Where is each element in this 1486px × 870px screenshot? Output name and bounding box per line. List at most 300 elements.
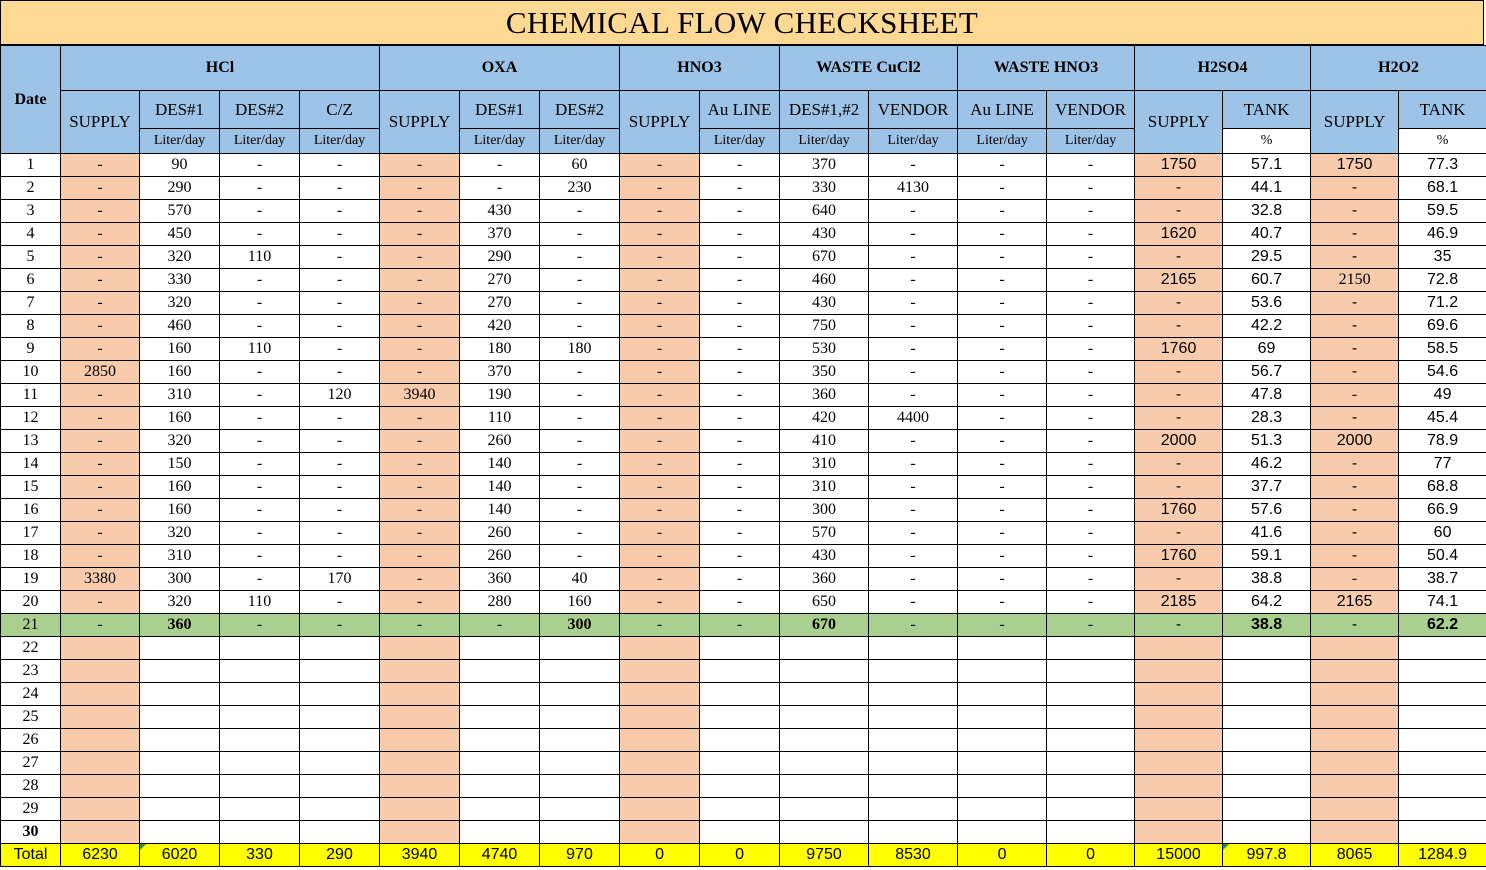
cell-waste-cucl2-vendor[interactable]: - [869,315,958,338]
cell-hcl-des1[interactable]: 320 [140,430,220,453]
cell-waste-hno3-au-line[interactable]: - [958,407,1047,430]
cell-waste-cucl2-vendor[interactable] [869,660,958,683]
cell-waste-cucl2-des12[interactable] [780,798,869,821]
cell-hcl-des2[interactable]: - [220,614,300,637]
cell-hcl-cz[interactable]: - [300,453,380,476]
cell-date[interactable]: 21 [1,614,61,637]
cell-hcl-des1[interactable]: 460 [140,315,220,338]
cell-oxa-des2[interactable] [540,752,620,775]
cell-waste-cucl2-des12[interactable]: 310 [780,453,869,476]
percent-unit-label[interactable]: % [1399,129,1486,154]
oxa-header[interactable]: OXA [380,46,620,91]
cell-oxa-des1[interactable]: 180 [460,338,540,361]
cell-oxa-des1[interactable] [460,637,540,660]
cell-hno3-supply[interactable]: - [620,614,700,637]
cell-date[interactable]: 29 [1,798,61,821]
h2so4-header[interactable]: H2SO4 [1135,46,1311,91]
cell-oxa-des2[interactable]: - [540,545,620,568]
cell-oxa-des1[interactable] [460,798,540,821]
cell-hcl-cz[interactable] [300,729,380,752]
cell-h2o2-supply[interactable]: - [1311,177,1399,200]
cell-waste-cucl2-des12[interactable]: 530 [780,338,869,361]
cell-waste-hno3-vendor[interactable]: - [1047,246,1135,269]
cell-hcl-des1[interactable] [140,775,220,798]
cell-h2so4-tank[interactable]: 56.7 [1223,361,1311,384]
percent-unit-label[interactable]: % [1223,129,1311,154]
cell-hcl-des2[interactable]: - [220,568,300,591]
cell-hno3-supply[interactable]: - [620,292,700,315]
cell-waste-hno3-au-line[interactable] [958,660,1047,683]
cell-h2so4-supply[interactable]: 1760 [1135,499,1223,522]
cell-hcl-des1[interactable]: 160 [140,499,220,522]
cell-hcl-cz[interactable]: 120 [300,384,380,407]
cell-waste-cucl2-des12[interactable] [780,752,869,775]
cell-waste-cucl2-vendor[interactable] [869,683,958,706]
cell-h2o2-supply[interactable] [1311,637,1399,660]
cell-hcl-des1[interactable]: 290 [140,177,220,200]
cell-hno3-supply[interactable]: - [620,499,700,522]
cell-h2so4-supply[interactable]: - [1135,361,1223,384]
cell-waste-cucl2-des12[interactable]: 430 [780,223,869,246]
cell-h2so4-tank[interactable]: 59.1 [1223,545,1311,568]
cell-waste-hno3-vendor[interactable]: - [1047,568,1135,591]
cell-oxa-des1[interactable] [460,660,540,683]
cell-hcl-des2[interactable] [220,775,300,798]
cell-hcl-des2[interactable]: - [220,453,300,476]
cell-waste-hno3-vendor[interactable]: - [1047,430,1135,453]
cell-h2so4-tank[interactable]: 37.7 [1223,476,1311,499]
cell-h2o2-tank[interactable]: 78.9 [1399,430,1486,453]
cell-oxa-des2[interactable]: 230 [540,177,620,200]
cell-date[interactable]: 7 [1,292,61,315]
sheet-title[interactable]: CHEMICAL FLOW CHECKSHEET [0,0,1484,45]
cell-hcl-cz[interactable] [300,683,380,706]
cell-oxa-des1[interactable]: - [460,154,540,177]
cell-oxa-supply[interactable]: - [380,568,460,591]
cell-h2o2-supply[interactable]: - [1311,292,1399,315]
cell-waste-cucl2-des12[interactable]: 640 [780,200,869,223]
cell-date[interactable]: 28 [1,775,61,798]
total-hcl-des2[interactable]: 330 [220,844,300,867]
cell-waste-cucl2-vendor[interactable] [869,752,958,775]
cell-waste-hno3-au-line[interactable]: - [958,269,1047,292]
cell-waste-cucl2-des12[interactable]: 430 [780,545,869,568]
cell-hno3-au-line[interactable] [700,637,780,660]
cell-waste-cucl2-des12[interactable] [780,729,869,752]
cell-hcl-des2[interactable]: - [220,476,300,499]
cell-hcl-des1[interactable] [140,821,220,844]
cell-hcl-supply[interactable] [61,821,140,844]
cell-h2so4-tank[interactable]: 44.1 [1223,177,1311,200]
cell-waste-cucl2-vendor[interactable] [869,798,958,821]
cell-h2so4-tank[interactable]: 57.1 [1223,154,1311,177]
total-waste-hno3-au-line[interactable]: 0 [958,844,1047,867]
cell-h2so4-tank[interactable]: 47.8 [1223,384,1311,407]
cell-waste-hno3-au-line[interactable] [958,729,1047,752]
cell-h2so4-tank[interactable] [1223,729,1311,752]
cell-hcl-supply[interactable]: - [61,522,140,545]
cell-waste-hno3-au-line[interactable]: - [958,315,1047,338]
cell-h2so4-supply[interactable]: - [1135,407,1223,430]
cell-h2o2-tank[interactable]: 68.8 [1399,476,1486,499]
cell-hcl-des1[interactable]: 160 [140,361,220,384]
cell-h2o2-tank[interactable]: 77.3 [1399,154,1486,177]
cell-h2o2-supply[interactable]: - [1311,476,1399,499]
cell-hcl-des1[interactable]: 310 [140,384,220,407]
cell-hcl-des2[interactable] [220,683,300,706]
cell-h2o2-supply[interactable]: - [1311,568,1399,591]
cell-h2so4-supply[interactable]: 1760 [1135,545,1223,568]
cell-waste-cucl2-des12[interactable]: 360 [780,568,869,591]
cell-oxa-supply[interactable]: - [380,476,460,499]
cell-waste-hno3-au-line[interactable]: - [958,384,1047,407]
total-label[interactable]: Total [1,844,61,867]
cell-hcl-des2[interactable] [220,637,300,660]
cell-h2so4-tank[interactable]: 51.3 [1223,430,1311,453]
cell-hno3-au-line[interactable] [700,775,780,798]
cell-hno3-supply[interactable]: - [620,545,700,568]
cell-oxa-des2[interactable] [540,729,620,752]
cell-waste-hno3-vendor[interactable]: - [1047,476,1135,499]
unit-label[interactable]: Liter/day [220,129,300,154]
cell-waste-hno3-vendor[interactable] [1047,660,1135,683]
cell-hcl-des2[interactable]: - [220,361,300,384]
waste-cucl2-vendor-header[interactable]: VENDOR [869,91,958,129]
unit-label[interactable]: Liter/day [140,129,220,154]
cell-oxa-des2[interactable]: - [540,499,620,522]
cell-waste-hno3-au-line[interactable]: - [958,361,1047,384]
cell-hcl-des1[interactable]: 300 [140,568,220,591]
cell-hcl-des1[interactable]: 310 [140,545,220,568]
cell-waste-hno3-vendor[interactable] [1047,706,1135,729]
cell-h2so4-tank[interactable]: 53.6 [1223,292,1311,315]
cell-hcl-supply[interactable]: - [61,223,140,246]
cell-h2so4-supply[interactable]: 1750 [1135,154,1223,177]
cell-h2o2-supply[interactable]: - [1311,499,1399,522]
total-hno3-au-line[interactable]: 0 [700,844,780,867]
cell-h2so4-supply[interactable]: - [1135,476,1223,499]
cell-hcl-des1[interactable]: 450 [140,223,220,246]
cell-date[interactable]: 12 [1,407,61,430]
cell-hcl-cz[interactable] [300,706,380,729]
cell-waste-cucl2-vendor[interactable]: - [869,338,958,361]
cell-hno3-supply[interactable]: - [620,315,700,338]
cell-date[interactable]: 20 [1,591,61,614]
cell-waste-hno3-vendor[interactable]: - [1047,361,1135,384]
cell-h2so4-tank[interactable]: 38.8 [1223,614,1311,637]
cell-hno3-supply[interactable] [620,637,700,660]
cell-h2o2-supply[interactable]: - [1311,522,1399,545]
cell-waste-cucl2-des12[interactable]: 330 [780,177,869,200]
total-hno3-supply[interactable]: 0 [620,844,700,867]
cell-h2o2-supply[interactable]: 2000 [1311,430,1399,453]
cell-h2o2-tank[interactable]: 60 [1399,522,1486,545]
cell-oxa-supply[interactable]: - [380,522,460,545]
total-h2so4-supply[interactable]: 15000 [1135,844,1223,867]
cell-waste-cucl2-des12[interactable]: 310 [780,476,869,499]
cell-hcl-supply[interactable]: - [61,545,140,568]
cell-oxa-des1[interactable]: 260 [460,522,540,545]
cell-hno3-au-line[interactable]: - [700,200,780,223]
cell-h2so4-tank[interactable] [1223,683,1311,706]
cell-hcl-des2[interactable]: 110 [220,338,300,361]
cell-hcl-des2[interactable]: - [220,430,300,453]
cell-h2o2-tank[interactable]: 49 [1399,384,1486,407]
cell-h2so4-supply[interactable]: 2165 [1135,269,1223,292]
cell-hcl-des2[interactable]: - [220,200,300,223]
cell-waste-hno3-vendor[interactable] [1047,752,1135,775]
cell-date[interactable]: 4 [1,223,61,246]
cell-oxa-des1[interactable] [460,706,540,729]
cell-hcl-supply[interactable]: - [61,246,140,269]
cell-waste-hno3-vendor[interactable]: - [1047,338,1135,361]
cell-h2so4-supply[interactable]: 1760 [1135,338,1223,361]
waste-hno3-vendor-header[interactable]: VENDOR [1047,91,1135,129]
cell-oxa-des2[interactable]: - [540,361,620,384]
cell-waste-cucl2-des12[interactable] [780,821,869,844]
cell-waste-hno3-au-line[interactable] [958,706,1047,729]
cell-waste-cucl2-vendor[interactable]: - [869,499,958,522]
hcl-supply-header[interactable]: SUPPLY [61,91,140,154]
cell-oxa-des1[interactable] [460,821,540,844]
cell-hno3-supply[interactable] [620,729,700,752]
h2o2-tank-header[interactable]: TANK [1399,91,1486,129]
cell-hcl-cz[interactable]: - [300,246,380,269]
cell-h2o2-tank[interactable] [1399,637,1486,660]
cell-oxa-des2[interactable]: - [540,430,620,453]
cell-hcl-cz[interactable]: - [300,200,380,223]
cell-waste-cucl2-des12[interactable]: 410 [780,430,869,453]
cell-waste-hno3-au-line[interactable]: - [958,499,1047,522]
h2so4-supply-header[interactable]: SUPPLY [1135,91,1223,154]
cell-waste-hno3-vendor[interactable]: - [1047,223,1135,246]
cell-waste-cucl2-des12[interactable]: 650 [780,591,869,614]
cell-hno3-au-line[interactable]: - [700,430,780,453]
cell-hno3-au-line[interactable]: - [700,315,780,338]
cell-oxa-des2[interactable] [540,660,620,683]
h2so4-tank-header[interactable]: TANK [1223,91,1311,129]
cell-hcl-des2[interactable]: - [220,522,300,545]
cell-waste-hno3-au-line[interactable]: - [958,430,1047,453]
cell-date[interactable]: 3 [1,200,61,223]
total-oxa-des1[interactable]: 4740 [460,844,540,867]
cell-hcl-des2[interactable] [220,752,300,775]
cell-hcl-des1[interactable] [140,706,220,729]
cell-waste-hno3-vendor[interactable] [1047,637,1135,660]
cell-waste-hno3-au-line[interactable] [958,752,1047,775]
cell-waste-hno3-au-line[interactable]: - [958,246,1047,269]
waste-hno3-header[interactable]: WASTE HNO3 [958,46,1135,91]
total-h2o2-tank[interactable]: 1284.9 [1399,844,1486,867]
cell-h2o2-supply[interactable]: - [1311,338,1399,361]
cell-waste-hno3-vendor[interactable]: - [1047,499,1135,522]
cell-hno3-supply[interactable]: - [620,407,700,430]
cell-oxa-supply[interactable]: - [380,177,460,200]
cell-oxa-des2[interactable] [540,706,620,729]
cell-oxa-des2[interactable]: - [540,292,620,315]
cell-oxa-des2[interactable]: - [540,223,620,246]
cell-waste-hno3-au-line[interactable]: - [958,522,1047,545]
cell-hno3-au-line[interactable]: - [700,338,780,361]
cell-oxa-supply[interactable]: - [380,154,460,177]
cell-h2o2-supply[interactable]: - [1311,407,1399,430]
cell-oxa-des2[interactable]: - [540,246,620,269]
cell-h2o2-tank[interactable]: 54.6 [1399,361,1486,384]
cell-oxa-des1[interactable]: 260 [460,545,540,568]
waste-hno3-au-line-header[interactable]: Au LINE [958,91,1047,129]
cell-oxa-des2[interactable]: - [540,476,620,499]
cell-hno3-au-line[interactable]: - [700,476,780,499]
cell-hcl-cz[interactable]: - [300,499,380,522]
cell-waste-cucl2-des12[interactable] [780,775,869,798]
cell-h2o2-tank[interactable]: 77 [1399,453,1486,476]
cell-oxa-des1[interactable]: 110 [460,407,540,430]
oxa-des2-header[interactable]: DES#2 [540,91,620,129]
cell-oxa-des2[interactable] [540,821,620,844]
cell-h2o2-tank[interactable]: 74.1 [1399,591,1486,614]
cell-hcl-supply[interactable]: 2850 [61,361,140,384]
cell-hcl-des1[interactable]: 320 [140,246,220,269]
cell-oxa-des2[interactable]: - [540,407,620,430]
cell-h2so4-supply[interactable]: 1620 [1135,223,1223,246]
cell-h2so4-supply[interactable] [1135,752,1223,775]
cell-date[interactable]: 6 [1,269,61,292]
cell-waste-hno3-vendor[interactable]: - [1047,384,1135,407]
cell-h2so4-supply[interactable]: 2000 [1135,430,1223,453]
cell-hno3-supply[interactable]: - [620,154,700,177]
cell-date[interactable]: 1 [1,154,61,177]
cell-hno3-supply[interactable]: - [620,177,700,200]
cell-waste-cucl2-vendor[interactable]: 4130 [869,177,958,200]
cell-waste-hno3-au-line[interactable]: - [958,591,1047,614]
cell-hcl-supply[interactable]: - [61,269,140,292]
cell-waste-cucl2-des12[interactable]: 370 [780,154,869,177]
cell-hcl-des2[interactable]: - [220,545,300,568]
cell-h2o2-tank[interactable]: 72.8 [1399,269,1486,292]
cell-h2so4-supply[interactable]: - [1135,246,1223,269]
cell-oxa-des1[interactable]: 370 [460,361,540,384]
cell-h2so4-tank[interactable]: 57.6 [1223,499,1311,522]
cell-hno3-au-line[interactable] [700,683,780,706]
cell-hcl-des2[interactable] [220,660,300,683]
cell-hcl-cz[interactable] [300,752,380,775]
cell-hcl-cz[interactable]: - [300,292,380,315]
cell-waste-hno3-vendor[interactable]: - [1047,591,1135,614]
cell-waste-hno3-au-line[interactable]: - [958,338,1047,361]
cell-hno3-au-line[interactable] [700,706,780,729]
cell-hno3-au-line[interactable]: - [700,361,780,384]
cell-waste-cucl2-des12[interactable]: 570 [780,522,869,545]
cell-date[interactable]: 25 [1,706,61,729]
cell-waste-cucl2-vendor[interactable]: - [869,545,958,568]
cell-h2so4-tank[interactable]: 69 [1223,338,1311,361]
cell-oxa-des2[interactable]: - [540,384,620,407]
cell-hno3-au-line[interactable] [700,798,780,821]
cell-h2o2-tank[interactable]: 35 [1399,246,1486,269]
cell-date[interactable]: 26 [1,729,61,752]
h2o2-supply-header[interactable]: SUPPLY [1311,91,1399,154]
cell-oxa-des2[interactable]: - [540,453,620,476]
cell-h2so4-tank[interactable]: 28.3 [1223,407,1311,430]
cell-waste-cucl2-vendor[interactable]: - [869,476,958,499]
cell-date[interactable]: 19 [1,568,61,591]
cell-hcl-cz[interactable]: - [300,177,380,200]
waste-cucl2-des12-header[interactable]: DES#1,#2 [780,91,869,129]
cell-waste-hno3-vendor[interactable]: - [1047,545,1135,568]
cell-hcl-des1[interactable] [140,729,220,752]
cell-hcl-des1[interactable] [140,660,220,683]
cell-h2o2-tank[interactable] [1399,706,1486,729]
cell-oxa-des2[interactable]: - [540,200,620,223]
cell-hno3-au-line[interactable]: - [700,614,780,637]
cell-hcl-cz[interactable]: 170 [300,568,380,591]
cell-oxa-des2[interactable] [540,775,620,798]
cell-oxa-supply[interactable] [380,775,460,798]
cell-waste-cucl2-vendor[interactable]: - [869,154,958,177]
cell-oxa-des1[interactable]: 270 [460,269,540,292]
total-oxa-des2[interactable]: 970 [540,844,620,867]
cell-oxa-supply[interactable] [380,660,460,683]
cell-waste-cucl2-des12[interactable]: 300 [780,499,869,522]
cell-hno3-au-line[interactable]: - [700,177,780,200]
cell-h2so4-supply[interactable]: - [1135,453,1223,476]
oxa-des1-header[interactable]: DES#1 [460,91,540,129]
cell-hcl-des2[interactable] [220,798,300,821]
cell-hcl-des1[interactable]: 320 [140,292,220,315]
cell-waste-cucl2-des12[interactable]: 430 [780,292,869,315]
cell-oxa-des1[interactable]: 260 [460,430,540,453]
cell-h2so4-tank[interactable]: 40.7 [1223,223,1311,246]
cell-hcl-des1[interactable]: 160 [140,407,220,430]
cell-waste-hno3-au-line[interactable]: - [958,453,1047,476]
cell-hcl-cz[interactable]: - [300,361,380,384]
cell-hcl-cz[interactable]: - [300,522,380,545]
cell-oxa-des2[interactable]: 300 [540,614,620,637]
cell-hcl-des2[interactable]: - [220,177,300,200]
cell-waste-cucl2-vendor[interactable]: - [869,223,958,246]
cell-waste-hno3-vendor[interactable] [1047,798,1135,821]
cell-h2so4-tank[interactable]: 29.5 [1223,246,1311,269]
cell-hno3-au-line[interactable]: - [700,384,780,407]
cell-hno3-supply[interactable]: - [620,200,700,223]
cell-hcl-supply[interactable]: - [61,614,140,637]
unit-label[interactable]: Liter/day [1047,129,1135,154]
cell-waste-hno3-au-line[interactable]: - [958,568,1047,591]
cell-oxa-des2[interactable]: - [540,315,620,338]
cell-oxa-supply[interactable]: - [380,246,460,269]
cell-hno3-supply[interactable]: - [620,591,700,614]
cell-oxa-des1[interactable]: 420 [460,315,540,338]
cell-waste-cucl2-vendor[interactable] [869,775,958,798]
cell-waste-hno3-au-line[interactable]: - [958,292,1047,315]
cell-oxa-supply[interactable]: - [380,223,460,246]
cell-date[interactable]: 5 [1,246,61,269]
cell-hcl-cz[interactable] [300,775,380,798]
cell-waste-hno3-vendor[interactable]: - [1047,177,1135,200]
cell-waste-hno3-vendor[interactable]: - [1047,614,1135,637]
cell-h2so4-tank[interactable]: 42.2 [1223,315,1311,338]
cell-h2so4-tank[interactable]: 41.6 [1223,522,1311,545]
cell-oxa-supply[interactable]: - [380,430,460,453]
cell-oxa-supply[interactable] [380,752,460,775]
cell-h2o2-tank[interactable] [1399,683,1486,706]
total-hcl-des1[interactable]: 6020 [140,844,220,867]
cell-h2so4-tank[interactable] [1223,752,1311,775]
cell-date[interactable]: 27 [1,752,61,775]
cell-h2so4-supply[interactable]: - [1135,200,1223,223]
cell-hcl-des2[interactable]: - [220,292,300,315]
cell-waste-hno3-vendor[interactable]: - [1047,154,1135,177]
